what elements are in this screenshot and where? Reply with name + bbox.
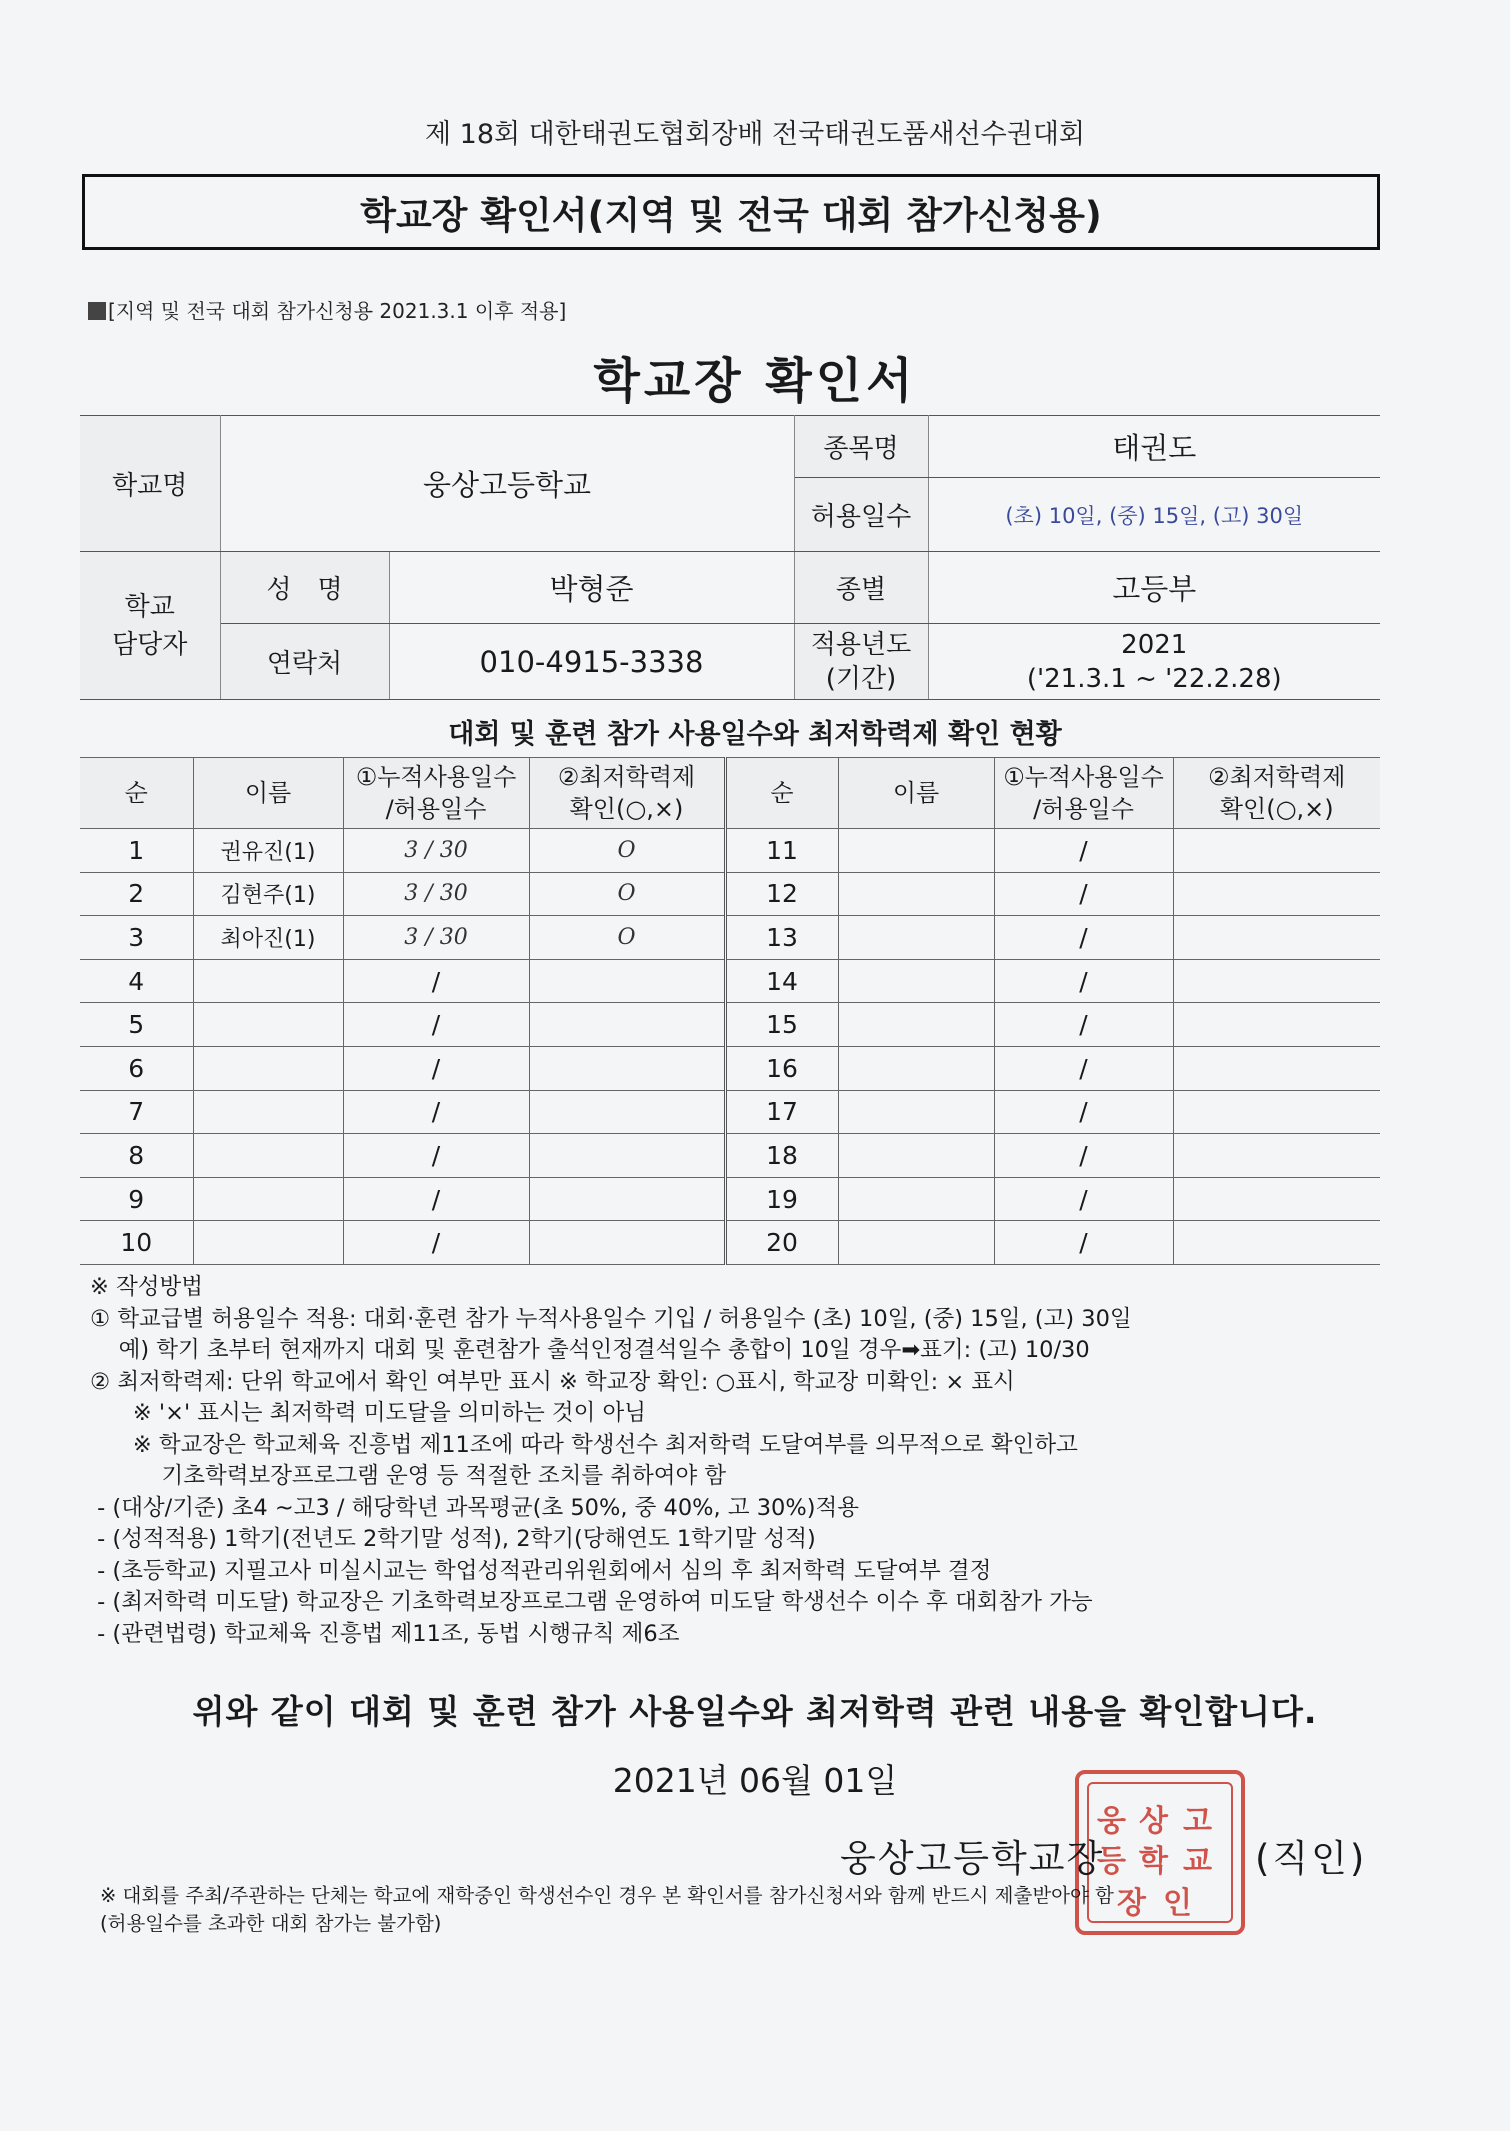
cell-days-left: / xyxy=(343,1046,529,1090)
instruction-line: ② 최저학력제: 단위 학교에서 확인 여부만 표시 ※ 학교장 확인: ○표시, 학교장 미확인: × 표시 xyxy=(90,1368,1015,1395)
instructions xyxy=(90,1272,1410,1650)
manager-label: 학교 담당자 xyxy=(80,552,220,700)
col-header-check-right: ②최저학력제 확인(○,×) xyxy=(1173,758,1380,829)
instruction-line: ① 학교급별 허용일수 적용: 대회·훈련 참가 누적사용일수 기입 / 허용일수 (초) 10일, (중) 15일, (고) 30일 xyxy=(90,1305,1132,1332)
participation-table xyxy=(80,757,1380,1265)
cell-check-left: O xyxy=(529,872,725,916)
application-notice xyxy=(88,295,566,324)
year-label: 적용년도 (기간) xyxy=(794,624,928,700)
cell-check-right xyxy=(1173,1134,1380,1178)
manager-name-label: 성 명 xyxy=(220,552,389,624)
contact-label: 연락처 xyxy=(220,624,389,700)
cell-no-left: 10 xyxy=(80,1221,193,1265)
allowed-days-value: (초) 10일, (중) 15일, (고) 30일 xyxy=(928,478,1380,552)
cell-no-left: 1 xyxy=(80,829,193,873)
col-header-name-right: 이름 xyxy=(838,758,994,829)
instruction-line: - (초등학교) 지필고사 미실시교는 학업성적관리위원회에서 심의 후 최저학력 도달여부 결정 xyxy=(90,1557,992,1584)
cell-check-right xyxy=(1173,1177,1380,1221)
cell-name-left xyxy=(193,1003,343,1047)
category-value: 고등부 xyxy=(928,552,1380,624)
cell-name-left: 권유진(1) xyxy=(193,829,343,873)
cell-no-left: 2 xyxy=(80,872,193,916)
cell-no-left: 3 xyxy=(80,916,193,960)
cell-name-right xyxy=(838,1221,994,1265)
participation-rows xyxy=(80,829,1380,1265)
instruction-line: - (관련법령) 학교체육 진흥법 제11조, 동법 시행규칙 제6조 xyxy=(90,1620,680,1647)
instruction-line: 기초학력보장프로그램 운영 등 적절한 조치를 취하여야 함 xyxy=(90,1463,727,1489)
footer-line: (허용일수를 초과한 대회 참가는 불가함) xyxy=(100,1912,442,1935)
cell-check-left: O xyxy=(529,916,725,960)
cell-days-right: / xyxy=(994,1090,1173,1134)
cell-no-right: 13 xyxy=(725,916,838,960)
cell-days-right: / xyxy=(994,1003,1173,1047)
cell-name-right xyxy=(838,1090,994,1134)
sport-value: 태권도 xyxy=(928,416,1380,478)
cell-name-left: 최아진(1) xyxy=(193,916,343,960)
cell-no-right: 11 xyxy=(725,829,838,873)
table-row xyxy=(80,1221,1380,1265)
instruction-line: 예) 학기 초부터 현재까지 대회 및 훈련참가 출석인정결석일수 총합이 10일 경우➡표기: (고) 10/30 xyxy=(90,1337,1090,1363)
table-row xyxy=(80,1046,1380,1090)
cell-check-left xyxy=(529,1221,725,1265)
cell-name-left xyxy=(193,1177,343,1221)
cell-name-right xyxy=(838,829,994,873)
cell-check-left: O xyxy=(529,829,725,873)
cell-check-left xyxy=(529,1090,725,1134)
cell-name-right xyxy=(838,1046,994,1090)
principal-name: 웅상고등학교장 xyxy=(840,1837,1105,1880)
cell-days-left: / xyxy=(343,959,529,1003)
year-value: 2021 ('21.3.1 ~ '22.2.28) xyxy=(928,624,1380,700)
cell-days-right: / xyxy=(994,916,1173,960)
cell-no-right: 16 xyxy=(725,1046,838,1090)
table-row xyxy=(80,1003,1380,1047)
col-header-days-right: ①누적사용일수 /허용일수 xyxy=(994,758,1173,829)
cell-check-left xyxy=(529,959,725,1003)
cell-days-right: / xyxy=(994,829,1173,873)
cell-no-right: 18 xyxy=(725,1134,838,1178)
table-row xyxy=(80,959,1380,1003)
cell-no-right: 19 xyxy=(725,1177,838,1221)
cell-no-right: 20 xyxy=(725,1221,838,1265)
cell-no-left: 9 xyxy=(80,1177,193,1221)
cell-days-left: / xyxy=(343,1003,529,1047)
cell-days-right: / xyxy=(994,1177,1173,1221)
cell-check-right xyxy=(1173,916,1380,960)
cell-no-left: 4 xyxy=(80,959,193,1003)
cell-days-left: / xyxy=(343,1177,529,1221)
official-seal: 웅 상 고 등 학 교 장 인 xyxy=(1075,1770,1245,1935)
issue-date: 2021년 06월 01일 xyxy=(612,1761,898,1800)
cell-no-right: 14 xyxy=(725,959,838,1003)
cell-days-right: / xyxy=(994,959,1173,1003)
table-row xyxy=(80,872,1380,916)
instruction-line: ※ 작성방법 xyxy=(90,1274,203,1300)
confirmation-statement: 위와 같이 대회 및 훈련 참가 사용일수와 최저학력 관련 내용을 확인합니다. xyxy=(192,1692,1318,1731)
cell-name-right xyxy=(838,916,994,960)
cell-check-right xyxy=(1173,1046,1380,1090)
cell-name-left xyxy=(193,1046,343,1090)
cell-name-left xyxy=(193,1134,343,1178)
cell-name-right xyxy=(838,872,994,916)
document-title: 학교장 확인서 xyxy=(593,353,917,409)
cell-days-left: / xyxy=(343,1221,529,1265)
category-label: 종별 xyxy=(794,552,928,624)
cell-name-right xyxy=(838,1003,994,1047)
cell-check-right xyxy=(1173,1221,1380,1265)
cell-no-left: 5 xyxy=(80,1003,193,1047)
cell-name-right xyxy=(838,1177,994,1221)
school-info-table xyxy=(80,415,1380,700)
cell-check-right xyxy=(1173,872,1380,916)
cell-days-right: / xyxy=(994,1221,1173,1265)
instruction-line: ※ 학교장은 학교체육 진흥법 제11조에 따라 학생선수 최저학력 도달여부를 의무적으로 확인하고 xyxy=(90,1431,1078,1458)
notice-text: [지역 및 전국 대회 참가신청용 2021.3.1 이후 적용] xyxy=(108,299,567,323)
cell-check-left xyxy=(529,1134,725,1178)
cell-no-right: 15 xyxy=(725,1003,838,1047)
instruction-line: - (최저학력 미도달) 학교장은 기초학력보장프로그램 운영하여 미도달 학생선수 이수 후 대회참가 가능 xyxy=(90,1589,1093,1615)
cell-days-left: 3 / 30 xyxy=(343,872,529,916)
cell-name-left: 김현주(1) xyxy=(193,872,343,916)
col-header-no-right: 순 xyxy=(725,758,838,829)
cell-days-left: / xyxy=(343,1090,529,1134)
table-row xyxy=(80,1090,1380,1134)
cell-days-right: / xyxy=(994,1134,1173,1178)
school-name-value: 웅상고등학교 xyxy=(220,416,794,552)
seal-mark-label: (직인) xyxy=(1255,1837,1368,1880)
school-name-label: 학교명 xyxy=(80,416,220,552)
cell-check-left xyxy=(529,1177,725,1221)
footer-note xyxy=(100,1882,1420,1938)
cell-name-left xyxy=(193,1221,343,1265)
col-header-no-left: 순 xyxy=(80,758,193,829)
cell-name-right xyxy=(838,959,994,1003)
instruction-line: - (대상/기준) 초4 ~고3 / 해당학년 과목평균(초 50%, 중 40%, 고 30%)적용 xyxy=(90,1494,859,1521)
contact-value: 010-4915-3338 xyxy=(389,624,794,700)
cell-no-right: 17 xyxy=(725,1090,838,1134)
cell-days-left: 3 / 30 xyxy=(343,829,529,873)
cell-no-left: 6 xyxy=(80,1046,193,1090)
instruction-line: ※ '×' 표시는 최저학력 미도달을 의미하는 것이 아님 xyxy=(90,1400,647,1426)
table-row xyxy=(80,916,1380,960)
cell-no-left: 7 xyxy=(80,1090,193,1134)
cell-name-left xyxy=(193,1090,343,1134)
cell-no-left: 8 xyxy=(80,1134,193,1178)
cell-check-right xyxy=(1173,1003,1380,1047)
table-row xyxy=(80,1177,1380,1221)
cell-days-left: 3 / 30 xyxy=(343,916,529,960)
cell-days-right: / xyxy=(994,872,1173,916)
section-title: 대회 및 훈련 참가 사용일수와 최저학력제 확인 현황 xyxy=(448,719,1062,750)
cell-check-right xyxy=(1173,829,1380,873)
cell-check-left xyxy=(529,1046,725,1090)
square-bullet-icon xyxy=(88,302,106,320)
cell-check-right xyxy=(1173,1090,1380,1134)
footer-line: ※ 대회를 주최/주관하는 단체는 학교에 재학중인 학생선수인 경우 본 확인서를 참가신청서와 함께 반드시 제출받아야 함 xyxy=(100,1884,1114,1907)
col-header-check-left: ②최저학력제 확인(○,×) xyxy=(529,758,725,829)
col-header-days-left: ①누적사용일수 /허용일수 xyxy=(343,758,529,829)
table-row xyxy=(80,829,1380,873)
cell-name-right xyxy=(838,1134,994,1178)
table-row xyxy=(80,1134,1380,1178)
allowed-days-label: 허용일수 xyxy=(794,478,928,552)
cell-name-left xyxy=(193,959,343,1003)
cell-no-right: 12 xyxy=(725,872,838,916)
cell-check-left xyxy=(529,1003,725,1047)
col-header-name-left: 이름 xyxy=(193,758,343,829)
cell-days-right: / xyxy=(994,1046,1173,1090)
sport-label: 종목명 xyxy=(794,416,928,478)
form-title-box: 학교장 확인서(지역 및 전국 대회 참가신청용) xyxy=(82,174,1380,250)
instruction-line: - (성적적용) 1학기(전년도 2학기말 성적), 2학기(당해연도 1학기말 성적) xyxy=(90,1526,816,1552)
cell-check-right xyxy=(1173,959,1380,1003)
event-title: 제 18회 대한태권도협회장배 전국태권도품새선수권대회 xyxy=(425,119,1085,150)
manager-name-value: 박형준 xyxy=(389,552,794,624)
cell-days-left: / xyxy=(343,1134,529,1178)
